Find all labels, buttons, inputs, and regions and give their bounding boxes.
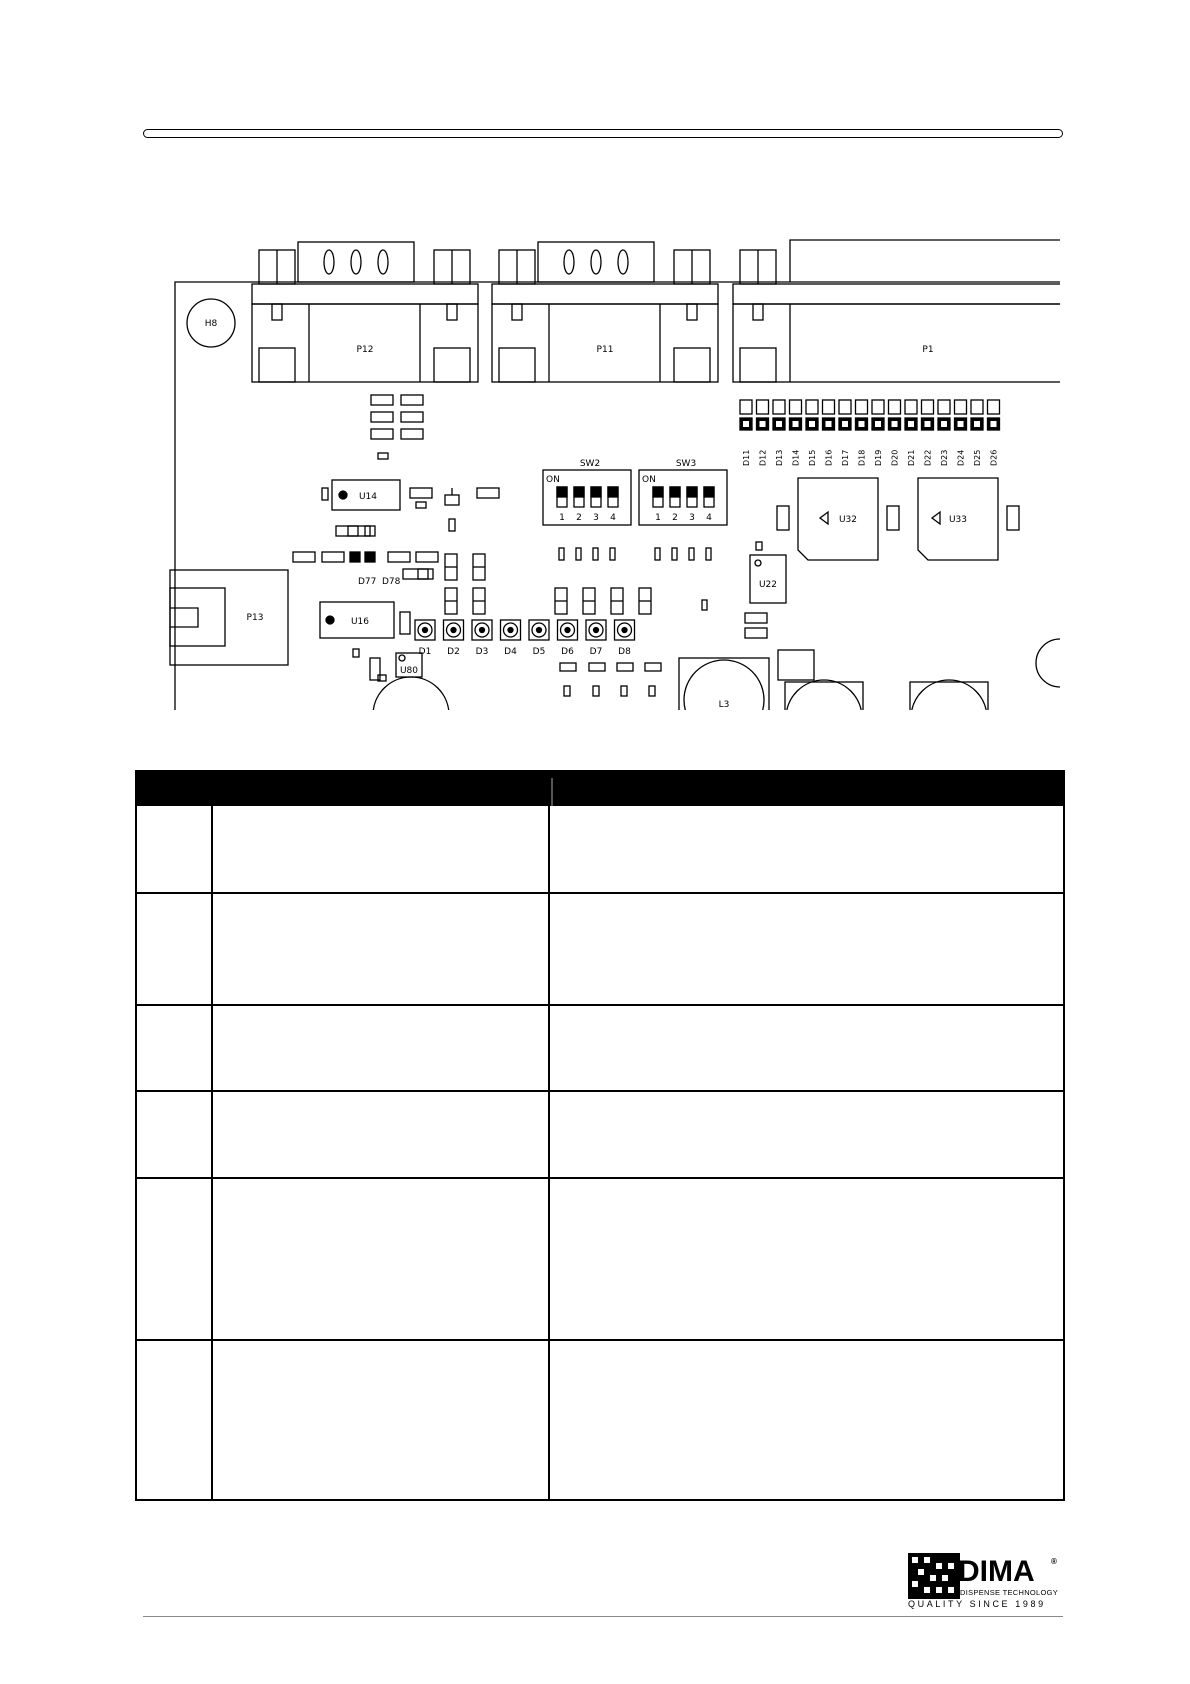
svg-text:1: 1 — [655, 513, 661, 523]
led-column — [740, 400, 1000, 466]
chip-u22 — [750, 542, 786, 603]
dima-logo — [908, 1553, 1058, 1613]
connector-p1-label: P1 — [922, 345, 934, 355]
led-d11-label: D11 — [742, 449, 751, 466]
svg-text:3: 3 — [593, 513, 599, 523]
led-d14-label: D14 — [791, 449, 801, 466]
connector-p12 — [252, 242, 478, 382]
led-d4-label: D4 — [504, 647, 517, 657]
led-d15 — [806, 400, 818, 466]
svg-text:4: 4 — [610, 513, 616, 523]
led-d26-label: D26 — [989, 449, 999, 466]
connector-p11 — [492, 242, 718, 382]
square-component — [778, 650, 814, 680]
chip-u16-label: U16 — [350, 617, 370, 627]
led-d23-label: D23 — [940, 449, 949, 466]
data-table — [135, 770, 1065, 1501]
svg-text:2: 2 — [672, 513, 678, 523]
led-d1 — [415, 620, 435, 657]
led-d6 — [558, 620, 578, 657]
table-row — [137, 1177, 1063, 1179]
led-d7-label: D7 — [589, 647, 603, 657]
header-rule — [143, 129, 1063, 138]
column-divider-1 — [211, 806, 213, 1499]
connector-p11-label: P11 — [596, 345, 614, 355]
led-d16 — [823, 400, 835, 466]
sw3-on-label: ON — [642, 475, 656, 485]
led-d8-label: D8 — [618, 647, 631, 657]
resistor-cluster — [371, 395, 423, 459]
led-d18-label: D18 — [857, 449, 867, 466]
connector-p12-label: P12 — [356, 345, 374, 355]
dima-wordmark: DIMA — [958, 1555, 1035, 1588]
side-caps — [745, 613, 767, 638]
led-d13-label: D13 — [775, 449, 784, 466]
switch-pads — [559, 548, 711, 610]
led-d78-label: D78 — [382, 577, 401, 587]
led-d21-label: D21 — [907, 449, 916, 466]
connector-p13-label: P13 — [246, 613, 264, 623]
table-row — [137, 892, 1063, 894]
led-d77-label: D77 — [358, 577, 377, 587]
svg-text:2: 2 — [576, 513, 582, 523]
chip-u32 — [777, 478, 899, 560]
connector-p13 — [170, 570, 288, 665]
led-d25-label: D25 — [973, 449, 982, 466]
led-d22-label: D22 — [923, 449, 933, 466]
led-d18 — [856, 400, 868, 466]
led-d1-label: D1 — [418, 647, 432, 657]
led-d22 — [922, 400, 934, 466]
table-header — [137, 772, 1063, 806]
led-d23 — [938, 400, 950, 466]
svg-text:3: 3 — [689, 513, 695, 523]
led-d20-label: D20 — [890, 449, 900, 466]
logo-tagline: DISPENSE TECHNOLOGY — [960, 1588, 1059, 1597]
led-d12-label: D12 — [758, 449, 768, 466]
led-row — [415, 620, 635, 657]
table-row — [137, 1090, 1063, 1092]
led-d17 — [839, 400, 851, 466]
led-d11 — [740, 400, 752, 466]
connector-p1 — [733, 240, 1060, 382]
led-d19 — [872, 400, 884, 466]
inductor-l3 — [679, 658, 769, 710]
led-d7 — [586, 620, 606, 657]
chip-u14-label: U14 — [358, 492, 378, 502]
footer-rule — [143, 1616, 1063, 1617]
transistor-row — [560, 663, 661, 696]
led-d12 — [757, 400, 769, 466]
led-d15-label: D15 — [808, 449, 817, 466]
led-d16-label: D16 — [824, 449, 834, 466]
led-d2 — [444, 620, 464, 657]
led-d8 — [615, 620, 635, 657]
registered-mark: ® — [1051, 1557, 1057, 1566]
small-parts — [293, 526, 438, 587]
sw3-label: SW3 — [675, 459, 697, 469]
led-d24 — [955, 400, 967, 466]
table-header-divider — [551, 778, 553, 806]
mount-hole-label: H8 — [204, 319, 218, 329]
led-d3 — [472, 620, 492, 657]
svg-text:1: 1 — [559, 513, 565, 523]
pcb-layout-diagram — [160, 230, 1060, 710]
led-d14 — [790, 400, 802, 466]
led-d21 — [905, 400, 917, 466]
table-row — [137, 1339, 1063, 1341]
led-d5 — [529, 620, 549, 657]
led-d4 — [501, 620, 521, 657]
led-d17-label: D17 — [841, 449, 850, 466]
led-d5-label: D5 — [532, 647, 546, 657]
chip-u33-label: U33 — [948, 515, 968, 525]
capacitor-stacks — [445, 554, 651, 614]
dip-switch-sw3 — [639, 459, 727, 525]
chip-u14 — [322, 480, 499, 531]
svg-text:4: 4 — [706, 513, 712, 523]
logo-since: QUALITY SINCE 1989 — [908, 1599, 1046, 1609]
sw2-on-label: ON — [546, 475, 560, 485]
led-d6-label: D6 — [561, 647, 574, 657]
column-divider-2 — [548, 806, 550, 1499]
chip-u22-label: U22 — [758, 580, 778, 590]
sw2-label: SW2 — [579, 459, 601, 469]
table-row — [137, 1004, 1063, 1006]
led-d3-label: D3 — [475, 647, 489, 657]
led-d13 — [773, 400, 785, 466]
chip-u32-label: U32 — [838, 515, 858, 525]
led-d19-label: D19 — [874, 449, 883, 466]
led-d20 — [889, 400, 901, 466]
inductor-l3-label: L3 — [718, 700, 730, 710]
chip-u33 — [918, 478, 1019, 560]
dip-switch-sw2 — [543, 459, 631, 525]
led-d24-label: D24 — [956, 449, 966, 466]
led-d2-label: D2 — [447, 647, 460, 657]
chip-u80-label: U80 — [399, 666, 419, 676]
dima-logo-mark — [908, 1553, 960, 1599]
led-d25 — [971, 400, 983, 466]
led-d26 — [988, 400, 1000, 466]
